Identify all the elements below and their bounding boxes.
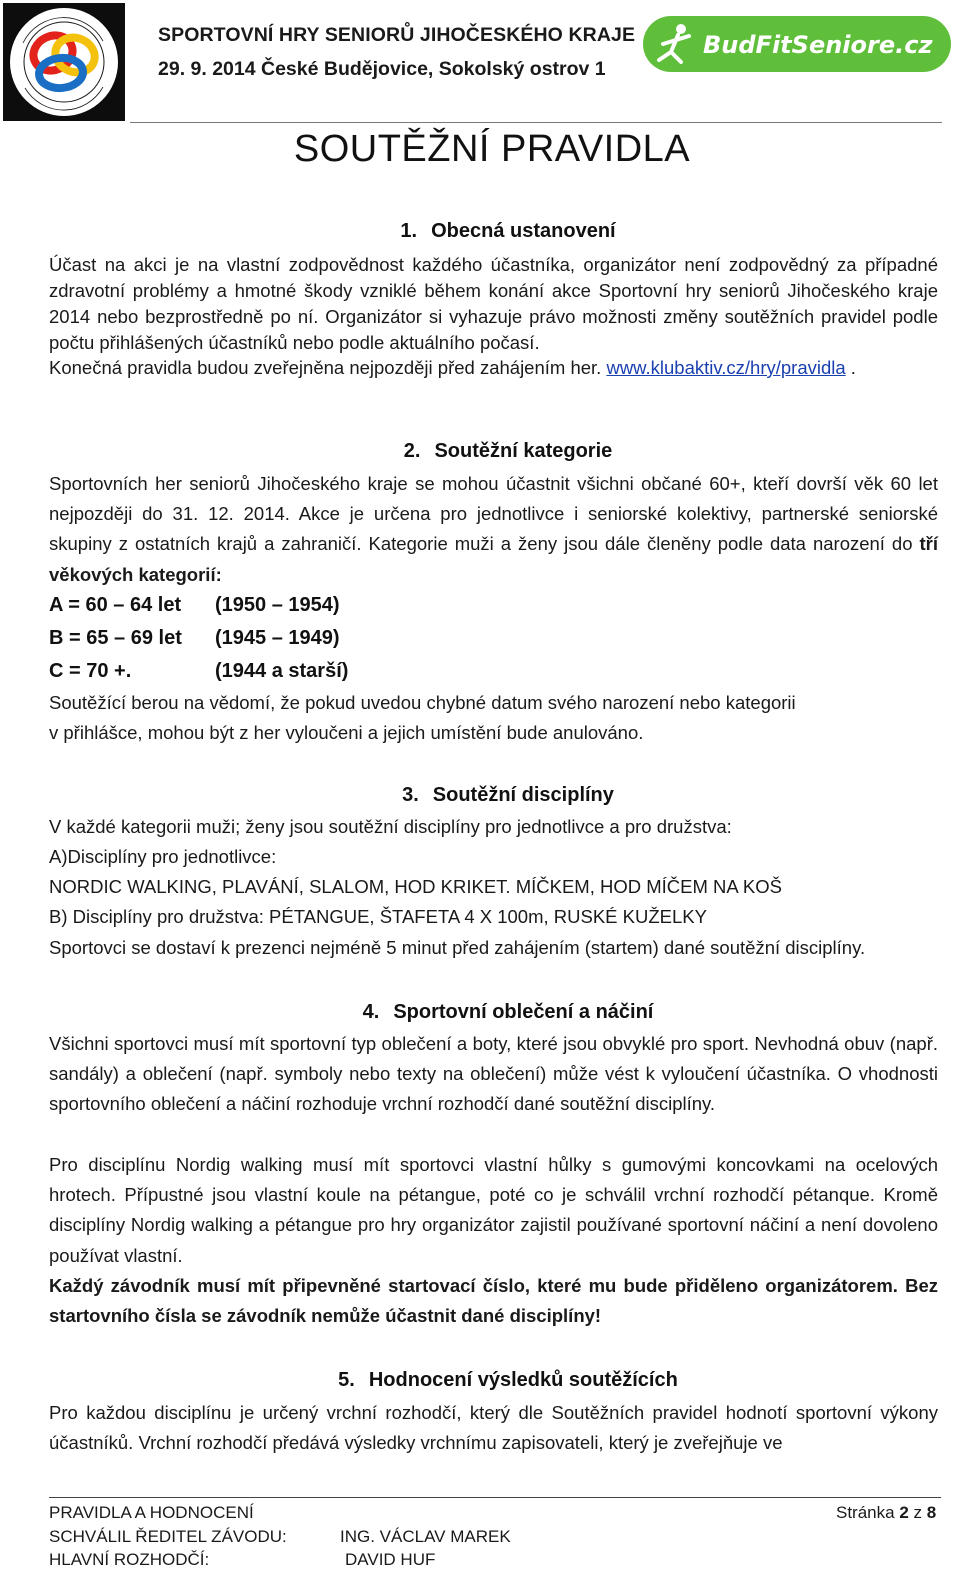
section-4-paragraph-3: Každý závodník musí mít připevněné startovací číslo, které mu bude přiděleno organizátorem. Bez startovního čísla se závodník nemůže účastnit dané disciplíny! (49, 1275, 938, 1327)
footer-divider (49, 1497, 941, 1498)
section-2-heading: 2. Soutěžní kategorie (403, 440, 613, 462)
event-title: SPORTOVNÍ HRY SENIORŮ JIHOČESKÉHO KRAJE (158, 24, 636, 46)
footer-referee-name: DAVID HUF (345, 1550, 436, 1569)
section-2-note-line-2: v přihlášce, mohou být z her vyloučeni a jejich umístění bude anulováno. (49, 722, 644, 743)
section-5-heading: 5. Hodnocení výsledků soutěžících (338, 1369, 678, 1391)
header-divider (130, 122, 942, 123)
budfitseniore-logo (643, 16, 951, 72)
footer-page-number: Stránka 2 z 8 (836, 1503, 937, 1522)
category-a: A = 60 – 64 let (1950 – 1954) (49, 594, 340, 616)
section-4-paragraph-2: Pro disciplínu Nordig walking musí mít sportovci vlastní hůlky s gumovými koncovkami na ocelových hrotech. Přípustné jsou vlastní koule na pétangue, poté co je schválil vrchní rozhodčí pétanque. Kromě disciplíny Nordig walking a pétangue pro hry organizátor zajistil používané sportovní náčiní a není dovoleno používat vlastní. (49, 1154, 938, 1266)
section-1-final-rules-line: Konečná pravidla budou zveřejněna nejpozději před zahájením her. www.klubaktiv.cz/hry/pravidla . (49, 357, 856, 378)
section-4-paragraph-1: Všichni sportovci musí mít sportovní typ oblečení a boty, které jsou obvyklé pro sport. Nevhodná obuv (např. sandály) a oblečení (např. symboly nebo texty na oblečení) může vést k vyloučení účastníka. O vhodnosti sportovního oblečení a náčiní rozhoduje vrchní rozhodčí dané soutěžní disciplíny. (49, 1033, 938, 1115)
category-b: B = 65 – 69 let (1945 – 1949) (49, 627, 340, 649)
section-4-heading: 4. Sportovní oblečení a náčiní (362, 1001, 654, 1023)
svg-text:BudFitSeniore.cz: BudFitSeniore.cz (703, 31, 933, 59)
event-date-location: 29. 9. 2014 České Budějovice, Sokolský ostrov 1 (158, 58, 606, 80)
section-3-line-3: NORDIC WALKING, PLAVÁNÍ, SLALOM, HOD KRIKET. MÍČKEM, HOD MÍČEM NA KOŠ (49, 876, 782, 897)
section-5-paragraph-1: Pro každou disciplínu je určený vrchní rozhodčí, který dle Soutěžních pravidel hodnotí sportovní výkony účastníků. Vrchní rozhodčí předává výsledky vrchnímu zapisovateli, který je zveřejňuje ve (49, 1402, 938, 1454)
footer-approved-by-label: SCHVÁLIL ŘEDITEL ZÁVODU: (49, 1527, 287, 1546)
section-3-line-4: B) Disciplíny pro družstva: PÉTANGUE, ŠTAFETA 4 X 100m, RUSKÉ KUŽELKY (49, 906, 707, 927)
footer-director-name: ING. VÁCLAV MAREK (340, 1527, 511, 1546)
section-2-note-line-1: Soutěžící berou na vědomí, že pokud uvedou chybné datum svého narození nebo kategorii (49, 692, 796, 713)
document-title: SOUTĚŽNÍ PRAVIDLA (293, 128, 691, 170)
footer-chief-referee-label: HLAVNÍ ROZHODČÍ: (49, 1550, 210, 1569)
section-2-paragraph: Sportovních her seniorů Jihočeského kraje se mohou účastnit všichni občané 60+, kteří dovrší věk 60 let nejpozději do 31. 12. 2014. Akce je určena pro jednotlivce i seniorské kolektivy, partnerské seniorské skupiny z ostatních krajů a zahraničí. Kategorie muži a ženy jsou dále členěny podle data narození do tří věkových kategorií: (49, 473, 938, 585)
section-1-heading: 1. Obecná ustanovení (400, 220, 616, 242)
club-logo-icon (3, 3, 125, 121)
section-3-line-1: V každé kategorii muži; ženy jsou soutěžní disciplíny pro jednotlivce a pro družstva: (49, 816, 732, 837)
page-header (0, 0, 960, 128)
section-3-line-2: A)Disciplíny pro jednotlivce: (49, 846, 277, 867)
section-1-paragraph: Účast na akci je na vlastní zodpovědnost každého účastníka, organizátor není zodpovědný za případné zdravotní problémy a hmotné škody vzniklé během konání akce Sportovní hry seniorů Jihočeského kraje 2014 nebo bezprostředně po ní. Organizátor si vyhazuje právo možnosti změny soutěžních pravidel podle počtu přihlášených účastníků nebo podle aktuálního počasí. (49, 254, 938, 353)
category-c: C = 70 +. (1944 a starší) (49, 660, 349, 682)
section-3-heading: 3. Soutěžní disciplíny (402, 784, 614, 806)
rules-link[interactable]: www.klubaktiv.cz/hry/pravidla (606, 357, 846, 378)
section-3-line-5: Sportovci se dostaví k prezenci nejméně 5 minut před zahájením (startem) dané soutěžní disciplíny. (49, 937, 866, 958)
footer-doc-name: PRAVIDLA A HODNOCENÍ (49, 1503, 254, 1522)
